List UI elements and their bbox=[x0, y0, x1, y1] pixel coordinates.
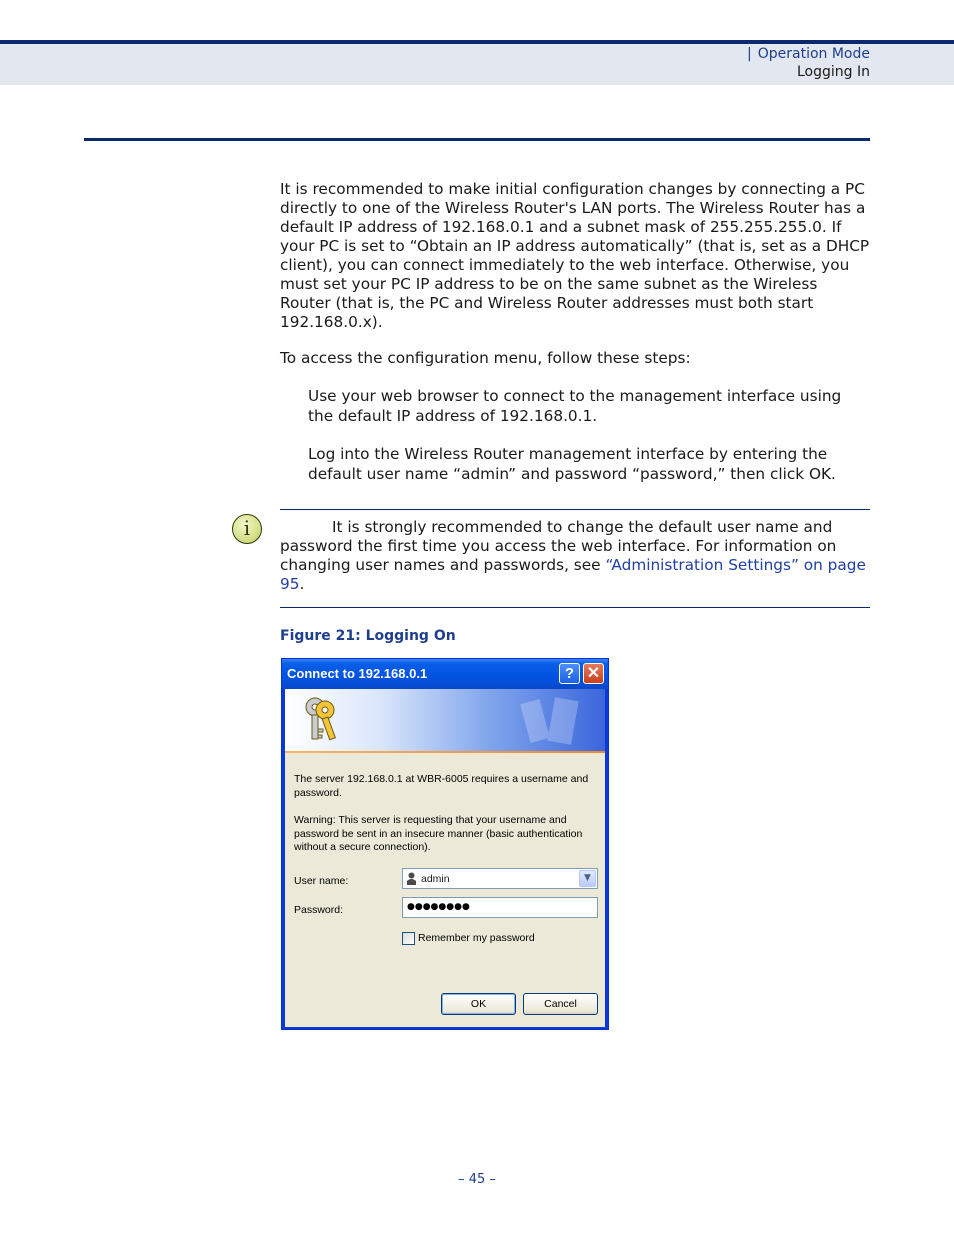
cancel-button[interactable]: Cancel bbox=[523, 993, 598, 1015]
note-bottom-rule bbox=[280, 607, 870, 608]
header-chapter-title: Operation Mode bbox=[757, 46, 870, 62]
note-text bbox=[280, 518, 870, 594]
warning-message: Warning: This server is requesting that your username and password be sent in an insecure manner (basic authentication without a secure connection). bbox=[294, 814, 583, 853]
keys-icon bbox=[295, 693, 349, 747]
password-field[interactable]: ●●●●●●●● bbox=[402, 897, 598, 918]
page-number: – 45 – bbox=[458, 1172, 496, 1187]
header-chapter bbox=[747, 46, 870, 62]
info-note-icon: i bbox=[232, 514, 262, 544]
note-end: . bbox=[299, 575, 305, 593]
ok-button[interactable]: OK bbox=[441, 993, 516, 1015]
intro-paragraph: It is recommended to make initial configuration changes by connecting a PC directly to one of the Wireless Router's LAN ports. The Wireless Router has a default IP address of 192.168.0.1 and a subnet mask of 255.255.255.0. If your PC is set to “Obtain an IP address automatically” (that is, set as a DHCP client), you can connect immediately to the web interface. Otherwise, you must set your PC IP address to be on the same subnet as the Wireless Router (that is, the PC and Wireless Router addresses must both start 192.168.0.x). bbox=[280, 180, 870, 331]
steps-intro: To access the configuration menu, follow these steps: bbox=[280, 349, 691, 367]
user-name-combobox[interactable] bbox=[402, 868, 598, 889]
header-separator: | bbox=[747, 46, 752, 62]
dialog-banner bbox=[285, 689, 605, 751]
note-top-rule bbox=[280, 509, 870, 510]
step-1: Use your web browser to connect to the management interface using the default IP address of 192.168.0.1. bbox=[308, 387, 842, 425]
user-icon bbox=[406, 872, 417, 885]
section-rule bbox=[84, 138, 870, 141]
dialog-titlebar[interactable] bbox=[282, 659, 608, 689]
help-button[interactable]: ? bbox=[559, 663, 580, 684]
login-dialog bbox=[281, 658, 609, 1030]
watermark-icon bbox=[517, 695, 587, 751]
server-message: The server 192.168.0.1 at WBR-6005 requires a username and password. bbox=[294, 773, 589, 799]
close-button[interactable]: ✕ bbox=[583, 663, 604, 684]
remember-password-checkbox[interactable] bbox=[402, 932, 415, 945]
figure-caption: Figure 21: Logging On bbox=[280, 628, 456, 644]
dialog-body bbox=[285, 753, 605, 1027]
administration-settings-link[interactable]: “Administration Settings” on page 95 bbox=[280, 556, 866, 593]
password-label: Password: bbox=[294, 904, 344, 916]
dropdown-arrow-icon[interactable]: ▼ bbox=[579, 870, 596, 887]
user-name-value: admin bbox=[421, 873, 450, 885]
step-2: Log into the Wireless Router management interface by entering the default user name “admin” and password “password,” then click OK. bbox=[308, 445, 836, 483]
note-body: It is strongly recommended to change the default user name and password the first time you access the web interface. For information on changing user names and passwords, see bbox=[280, 518, 837, 574]
remember-password-label[interactable]: Remember my password bbox=[418, 932, 535, 944]
dialog-title: Connect to 192.168.0.1 bbox=[287, 666, 428, 681]
header-section: Logging In bbox=[797, 64, 870, 80]
user-name-label: User name: bbox=[294, 875, 349, 887]
